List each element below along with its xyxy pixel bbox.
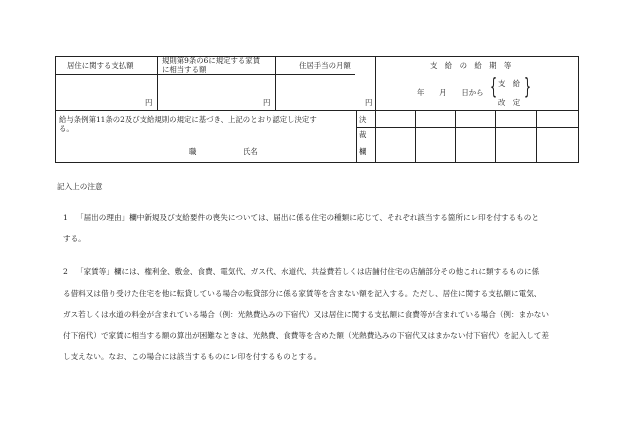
header-period: 支 給 の 給 期 等 [430,61,512,70]
approval-col-divider [455,110,456,162]
approval-col-divider [536,110,537,162]
header-rent-line1: 規則第9条の6に規定する家賃 [162,56,261,65]
header-allowance-monthly: 住居手当の月額 [299,61,351,70]
approval-col-divider [495,110,496,162]
note-2-number: 2 [63,267,68,276]
period-date: 年 月 日から [417,88,484,97]
table-border-right [578,56,579,163]
note-2-line2: る借料又は借り受けた住宅を他に転貸している場合の転貸部分に係る家賃等を含まない額を記入する。ただし、居住に関する支払額に電気、 [63,289,542,298]
period-option-grant: 支 給 [498,79,521,88]
table-border-left [55,56,56,163]
approval-col-divider [356,110,357,162]
approval-label-1: 決 [359,115,367,124]
note-1-line1: 「届出の理由」欄中新規及び支給要件の喪失については、届出に係る住宅の種類に応じて、それぞれ該当する箇所にレ印を付するものと [76,213,539,222]
approval-col-divider [375,110,376,162]
approval-label-2: 裁 [359,130,367,139]
note-2-line1: 「家賃等」欄には、権利金、敷金、食費、電気代、ガス代、水道代、共益費若しくは店舗付住宅の店舗部分その他これに類するものに係 [76,267,540,276]
table-col-divider [375,56,376,110]
table-border-bottom [55,162,578,163]
decision-text-line1: 給与条例第11条の2及び支給規則の規定に基づき、上記のとおり認定し決定す [59,115,317,124]
note-2-line5: し支えない。なお、この場合には該当するものにレ印を付するものとする。 [63,352,322,361]
header-housing-payment: 居住に関する支払額 [67,61,134,70]
table-row-divider [55,110,578,111]
note-2-line3: ガス若しくは水道の料金が含まれている場合（例：光熱費込みの下宿代）又は居住に関する支払額に食費等が含まれている場合（例：まかない [63,310,549,319]
header-rent-line2: に相当する額 [162,65,207,74]
yen-housing-payment: 円 [145,98,153,107]
official-name: 氏名 [243,147,258,156]
brace-left-icon: { [490,75,497,100]
note-1-line2: する。 [63,234,86,243]
table-col-divider [275,56,276,110]
table-col-divider [157,56,158,110]
yen-allowance: 円 [365,98,373,107]
yen-rent: 円 [263,98,271,107]
approval-label-3: 欄 [359,147,367,156]
brace-right-icon: } [524,75,531,100]
period-option-revise: 改 定 [498,98,521,107]
table-border-top [55,56,578,57]
official-title: 職 [189,147,197,156]
approval-row-divider [356,127,578,128]
note-2-line4: 付下宿代）で家賃に相当する額の算出が困難なときは、光熱費、食費等を含めた額（光熱費込みの下宿代又はまかない付下宿代）を記入して差 [63,331,549,340]
decision-text-line2: る。 [59,124,74,133]
note-1-number: 1 [63,213,68,222]
notes-heading: 記入上の注意 [57,182,103,191]
approval-col-divider [415,110,416,162]
